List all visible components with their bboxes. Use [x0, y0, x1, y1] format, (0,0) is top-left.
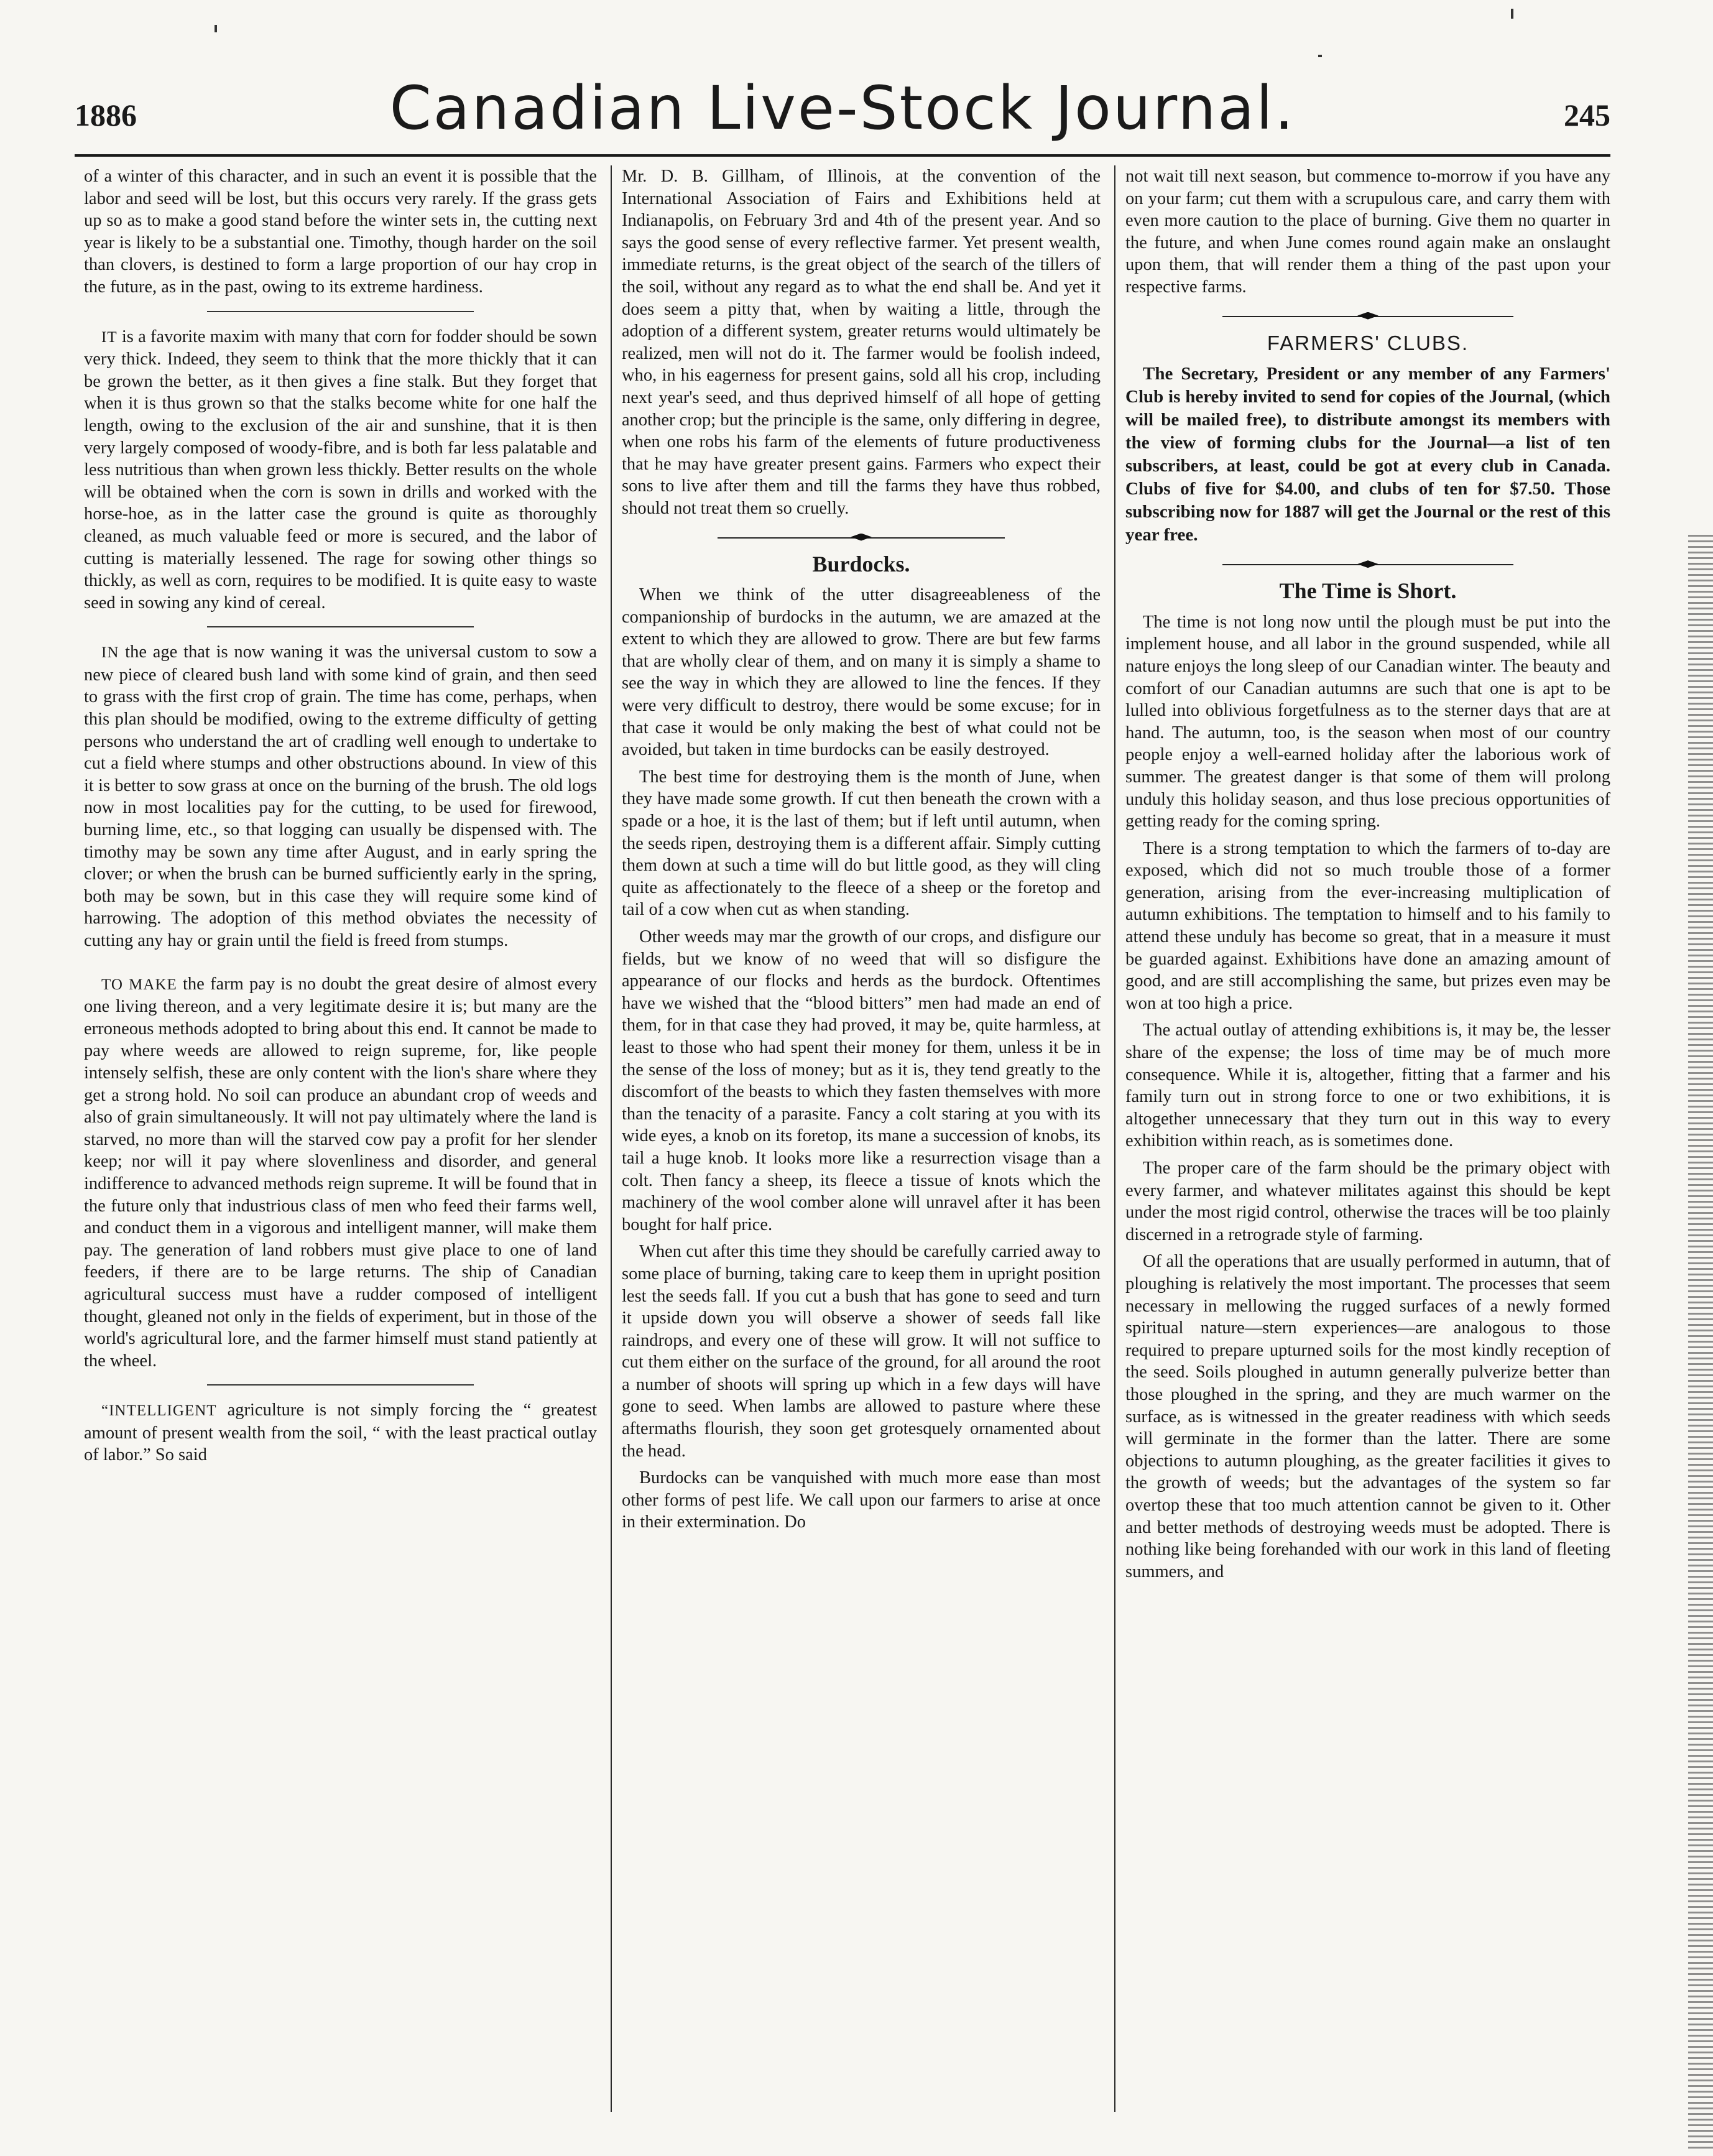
page-number: 245	[1564, 98, 1610, 132]
section-divider	[207, 311, 474, 312]
article-paragraph	[84, 641, 597, 951]
article-paragraph: Burdocks can be vanquished with much more ease than most other forms of pest life. We call upon our farmers to arise at once in their extermination. Do	[622, 1468, 1101, 1532]
section-divider	[207, 626, 474, 627]
heading-farmers-clubs: FARMERS' CLUBS.	[1267, 331, 1469, 354]
scan-speck	[1318, 55, 1322, 57]
article-paragraph	[84, 326, 597, 614]
article-paragraph: The proper care of the farm should be the primary object with every farmer, and whatever militates against this should be kept under the most rigid control, otherwise the traces will be too plainly discerned in a retrograde style of farming.	[1125, 1159, 1610, 1244]
article-paragraph: of a winter of this character, and in such an event it is possible that the labor and seed will be lost, but this occurs very rarely. If the grass gets up so as to make a good stand before the winter sets in, the cutting next year is likely to be a substantial one. Timothy, though harder on the soil than clovers, is destined to form a large proportion of our hay crop in the future, as in the past, owing to its extreme hardiness.	[84, 167, 597, 297]
article-paragraph: The best time for destroying them is the month of June, when they have made some growth. If cut then beneath the crown with a spade or a hoe, it is the last of them; but if left until autumn, when the seeds ripen, destroying them is a different affair. Simply cutting them down at such a time will do but little good, as they will cling quite as affectionately to the fleece of a sheep or the foretop and tail of a cow when cut as when standing.	[622, 767, 1101, 920]
header-rule	[75, 154, 1610, 157]
heading-burdocks: Burdocks.	[812, 551, 910, 576]
article-paragraph: not wait till next season, but commence to-morrow if you have any on your farm; cut them with a scrupulous care, and carry them with even more caution to the place of burning. Give them no quarter in the future, and when June comes round again make an onslaught upon them, that will render them a thing of the past upon your respective farms.	[1125, 167, 1610, 297]
page-header	[75, 73, 1610, 148]
scan-speck	[1511, 9, 1513, 19]
article-paragraph	[84, 973, 597, 1372]
lead-in: IN	[101, 644, 119, 662]
section-divider	[207, 1384, 474, 1386]
lead-in: IT	[101, 328, 118, 346]
paragraph-text: the age that is now waning it was the universal custom to sow a new piece of cleared bush land with some kind of grain, and then seed to grass with the first crop of grain. The time has come, perhaps, when this plan should be modified, owing to the extreme difficulty of getting persons who understand the art of cradling well enough to undertake to cut a field where stumps and other obstructions abound. In view of this it is better to sow grass at once on the burning of the brush. The old logs now in most localities pay for the cutting, to be used for firewood, burning lime, etc., so that logging can usually be dispensed with. The timothy may be sown any time after August, and in early spring the clover; or when the brush can be burned sufficiently early in the spring, both may be sown, but in this case they will require some kind of harrowing. The adoption of this method obviates the necessity of cutting any hay or grain until the field is freed from stumps.	[84, 642, 597, 950]
heading-time-is-short: The Time is Short.	[1279, 578, 1457, 604]
column-rule-1	[611, 165, 612, 2112]
scan-speck	[215, 25, 217, 32]
lead-in: “INTELLIGENT	[101, 1402, 217, 1420]
ornamental-divider	[1222, 312, 1513, 321]
column-1	[84, 165, 597, 2112]
article-paragraph: There is a strong temptation to which the farmers of to-day are exposed, which did not so much trouble those of a former generation, arising from the ever-increasing multiplication of autumn exhibitions. The temptation to himself and to his family to attend these unduly has become so great, that in a measure it must be guarded against. Exhibitions have done an amazing amount of good, and are still accomplishing the same, but prizes even may be won at too high a price.	[1125, 838, 1610, 1013]
paragraph-text: is a favorite maxim with many that corn for fodder should be sown very thick. Indeed, they seem to think that the more thickly that it can be grown the better, as it then gives a fine stalk. But they forget that when it is thus grown so that the stalks become white for one half the length, owing to the exclusion of the air and sunshine, that it is then very largely composed of woody-fibre, and is both far less palatable and less nutritious than when grown less thickly. Better results on the whole will be obtained when the corn is sown in drills and worked with the horse-hoe, as in the latter case the ground is quite as thoroughly cleaned, as much valuable feed or more is secured, and the labor of cutting is materially lessened. The rage for sowing other things so thickly, as well as corn, requires to be modified. It is quite easy to waste seed in sowing any kind of cereal.	[84, 326, 597, 613]
column-rule-2	[1114, 165, 1115, 2112]
journal-title: Canadian Live-Stock Journal.	[389, 73, 1296, 143]
column-2	[622, 165, 1101, 2112]
paragraph-text: agriculture is not simply forcing the “ greatest amount of present wealth from the soil, “ with the least practical outlay of labor.” So said	[84, 1400, 597, 1465]
column-3	[1125, 165, 1610, 2112]
article-paragraph: The actual outlay of attending exhibitions is, it may be, the lesser share of the expense; the loss of time may be of much more consequence. While it is, altogether, fitting that a farmer and his family turn out in strong force to one or two exhibitions, it is altogether unnecessary that they turn out in this way to every exhibition within reach, as is sometimes done.	[1125, 1020, 1610, 1151]
clubs-notice: The Secretary, President or any member of any Farmers' Club is hereby invited to send for copies of the Journal, (which will be mailed free), to distribute amongst its members with the view of forming clubs for the Journal—a list of ten subscribers, at least, could be got at every club in Canada. Clubs of five for $4.00, and clubs of ten for $7.50. Those subscribing now for 1887 will get the Journal or the rest of this year free.	[1125, 364, 1610, 545]
article-paragraph: When cut after this time they should be carefully carried away to some place of burning, taking care to keep them in upright position lest the seeds fall. If you cut a bush that has gone to seed and turn it upside down you will observe a shower of seeds fall like raindrops, and every one of these will grow. It will not suffice to cut them either on the surface of the ground, for all around the root a number of shoots will spring up which in a few days will have gone to seed. When lambs are allowed to pasture where these aftermaths flourish, they soon get grotesquely ornamented about the head.	[622, 1242, 1101, 1461]
paragraph-text: the farm pay is no doubt the great desire of almost every one living thereon, and a very legitimate desire it is; but many are the erroneous methods adopted to bring about this end. It cannot be made to pay where weeds are allowed to reign supreme, for, like people intensely selfish, these are only content with the lion's share where they get a strong hold. No soil can produce an abundant crop of weeds and also of grain simultaneously. It will not pay ultimately where the land is starved, no more than will the starved cow pay a profit for her slender keep; nor will it pay where slovenliness and disorder, and general indifference to advanced methods reign supreme. It will be found that in the future only that industrious class of men who feed their farms well, and conduct them in a vigorous and intelligent manner, will make them pay. The generation of land robbers must give place to one of land feeders, if there are to be large returns. The ship of Canadian agricultural success must have a rudder composed of intelligent thought, gleaned not only in the fields of experiment, but in those of the world's agricultural lore, and the farmer himself must stand patiently at the wheel.	[84, 974, 597, 1371]
article-paragraph: The time is not long now until the plough must be put into the implement house, and all labor in the ground suspended, while all nature enjoys the long sleep of our Canadian winter. The beauty and comfort of our Canadian autumns are such that one is apt to be lulled into oblivious forgetfulness as to the sterner days that are at hand. The autumn, too, is the season when most of our country people enjoy a well-earned holiday after the laborious work of summer. The greatest danger is that some of them will prolong unduly this holiday season, and thus lose precious opportunities of getting ready for the coming spring.	[1125, 612, 1610, 831]
article-paragraph: When we think of the utter disagreeableness of the companionship of burdocks in the autumn, we are amazed at the extent to which they are allowed to grow. There are but few farms that are wholly clear of them, and on many it is simply a shame to see the way in which they are allowed to line the fences. If they were very difficult to destroy, there would be some excuse; for in that case it would be only making the best of what could not be avoided, but taken in time burdocks can be easily destroyed.	[622, 585, 1101, 760]
article-paragraph	[84, 1399, 597, 1466]
article-paragraph: Other weeds may mar the growth of our crops, and disfigure our fields, but we know of no weed that will so disfigure the appearance of our flocks and herds as the burdock. Oftentimes have we wished that the “blood bitters” men had made an end of them, for in that case they had proved, it may be, quite harmless, at least to those who had spent their money for them, unless it be in the sense of the loss of money; but as it is, they tend greatly to the discomfort of the beasts to which they fasten themselves with more than the tenacity of a parasite. Fancy a colt staring at you with its wide eyes, a knob on its foretop, its mane a succession of knobs, its tail a huge knob. It looks more like a resurrection visage than a colt. Then fancy a sheep, its fleece a tissue of knots which the machinery of the wool comber alone will unravel after it has been bought for half price.	[622, 927, 1101, 1234]
article-paragraph: Mr. D. B. Gillham, of Illinois, at the convention of the International Association of Fairs and Exhibitions held at Indianapolis, on February 3rd and 4th of the present year. And so says the good sense of every reflective farmer. Yet present wealth, immediate returns, is the great object of the search of the tillers of the soil, without any regard as to what the end shall be. And yet it does seem a pitty that, when by waiting a little, through the adoption of a different system, greater returns would ultimately be realized, men will not do it. The farmer would be foolish indeed, who, in his eagerness for present gains, sold all his crop, including next year's seed, and thus deprived himself of all hope of getting another crop; but the principle is the same, only differing in degree, when one robs his farm of the elements of future productiveness that he may have greater present gains. Farmers who expect their sons to live after them and till the farms they have thus robbed, should not treat them so cruelly.	[622, 167, 1101, 518]
header-year: 1886	[75, 98, 137, 132]
ornamental-divider	[1222, 560, 1513, 569]
article-paragraph: Of all the operations that are usually performed in autumn, that of ploughing is relatively the most important. The processes that seem necessary in mellowing the rugged surfaces of a newly formed spiritual nature—stern experiences—are analogous to those required to prepare upturned soils for the most kindly reception of the seed. Soils ploughed in autumn generally pulverize better than those ploughed in the spring, and they are much warmer on the surface, as is witnessed in the greater readiness with which seeds will germinate in the former than the latter. There are some objections to autumn ploughing, as the greater facilities it gives to the growth of weeds; but the advantages of the system so far overtop these that too much attention cannot be given to it. Other and better methods of destroying weeds must be adopted. There is nothing like being forehanded with our work in this land of fleeting summers, and	[1125, 1252, 1610, 1581]
ornamental-divider	[718, 534, 1005, 542]
scan-edge-artifact	[1688, 535, 1713, 2152]
lead-in: TO MAKE	[101, 976, 177, 993]
